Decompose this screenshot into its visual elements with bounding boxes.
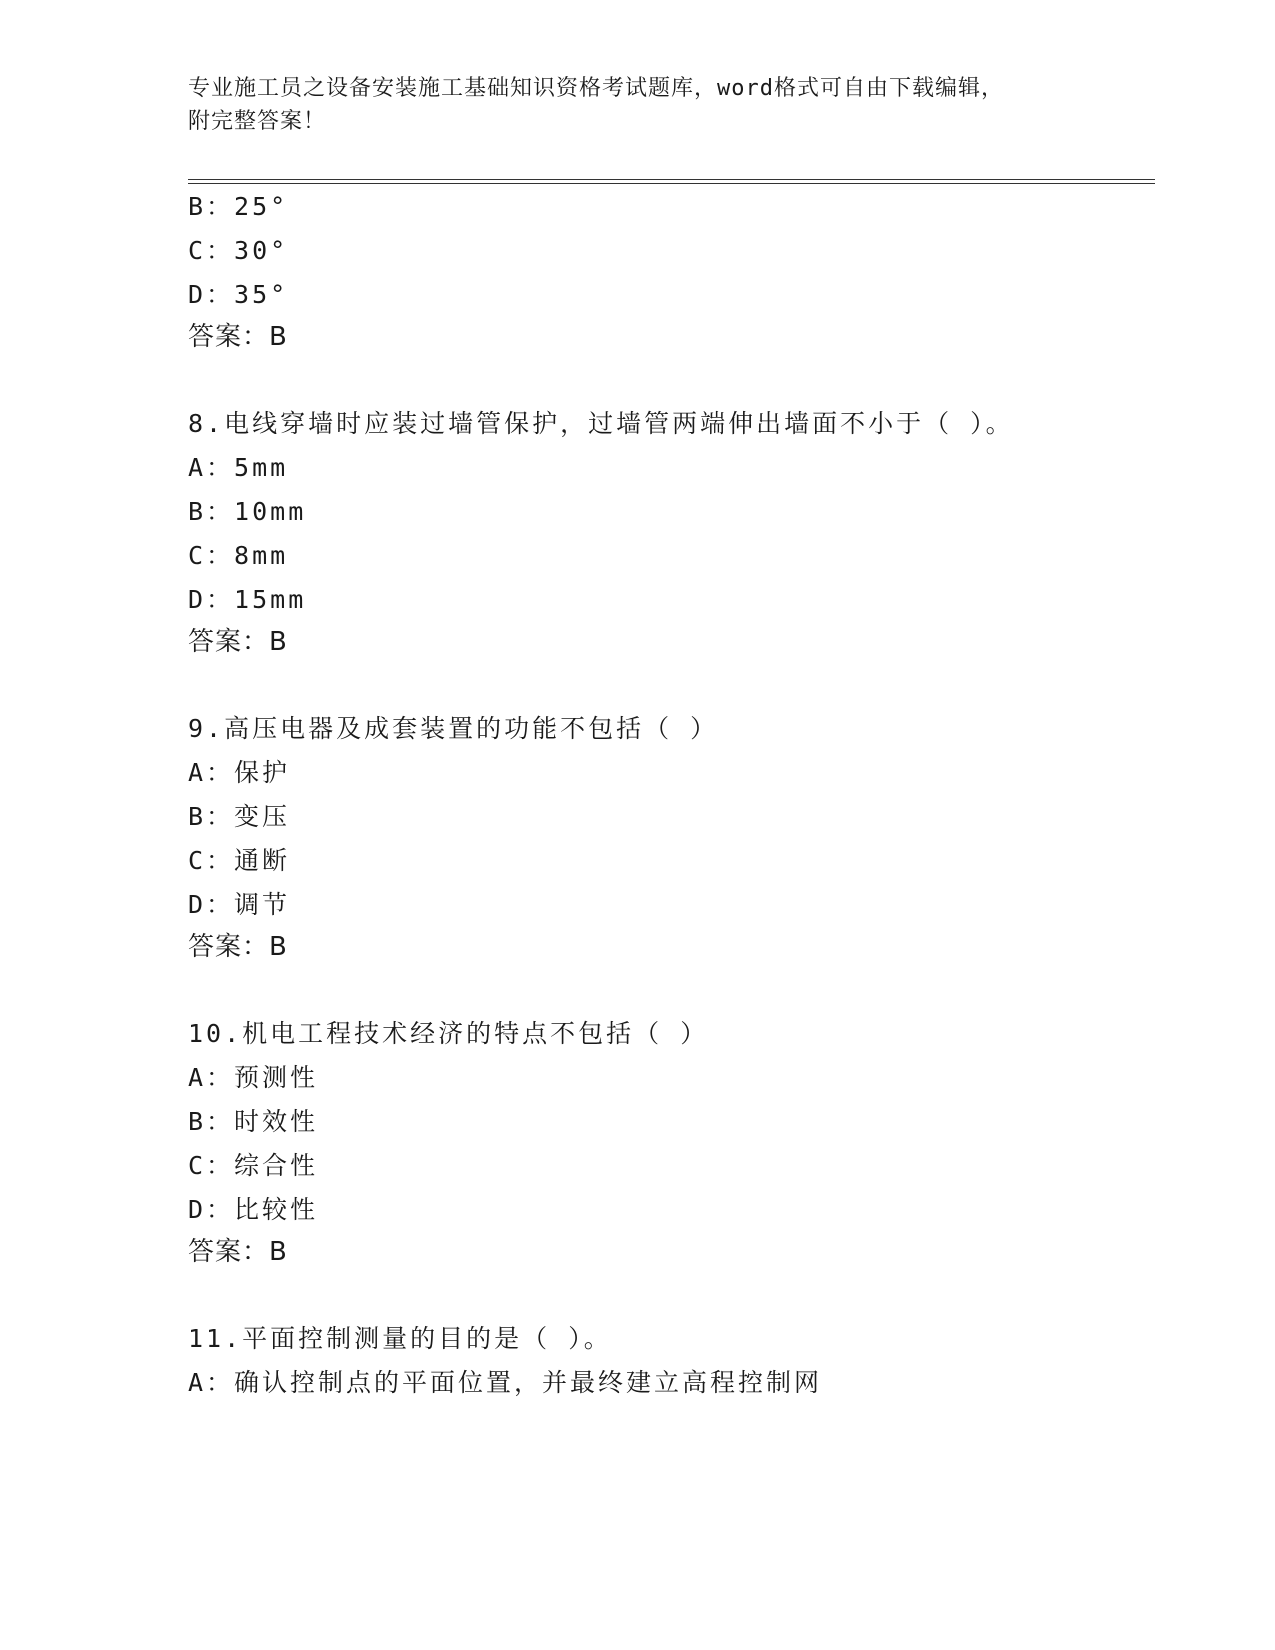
header-title-line-1: 专业施工员之设备安装施工基础知识资格考试题库，word格式可自由下载编辑， xyxy=(188,76,1004,101)
q9-question: 9.高压电器及成套装置的功能不包括（ ） xyxy=(188,714,719,743)
q8-option-b: B：10mm xyxy=(188,497,307,526)
q10-option-d: D：比较性 xyxy=(188,1195,319,1224)
q8-question: 8.电线穿墙时应装过墙管保护，过墙管两端伸出墙面不小于（ ）。 xyxy=(188,409,1014,438)
header-divider-bottom xyxy=(188,183,1155,184)
q8-answer: 答案：B xyxy=(188,627,288,657)
q10-option-b: B：时效性 xyxy=(188,1107,319,1136)
q9-option-a: A：保护 xyxy=(188,758,291,787)
document-header xyxy=(188,72,1088,138)
q9-option-b: B：变压 xyxy=(188,802,291,831)
q11-option-a: A：确认控制点的平面位置，并最终建立高程控制网 xyxy=(188,1368,823,1397)
q8-option-c: C：8mm xyxy=(188,541,289,570)
q7-option-d: D：35° xyxy=(188,280,289,309)
q7-option-b: B：25° xyxy=(188,192,289,221)
q10-option-c: C：综合性 xyxy=(188,1151,319,1180)
q9-option-d: D：调节 xyxy=(188,890,291,919)
q9-option-c: C：通断 xyxy=(188,846,291,875)
header-divider-top xyxy=(188,179,1155,180)
q10-answer: 答案：B xyxy=(188,1237,288,1267)
q7-option-c: C：30° xyxy=(188,236,289,265)
q10-option-a: A：预测性 xyxy=(188,1063,319,1092)
header-title-line-2: 附完整答案！ xyxy=(188,109,327,134)
q11-question: 11.平面控制测量的目的是（ ）。 xyxy=(188,1324,612,1353)
q7-answer: 答案：B xyxy=(188,322,288,352)
q8-option-d: D：15mm xyxy=(188,585,307,614)
q8-option-a: A：5mm xyxy=(188,453,289,482)
q10-question: 10.机电工程技术经济的特点不包括（ ） xyxy=(188,1019,709,1048)
q9-answer: 答案：B xyxy=(188,932,288,962)
